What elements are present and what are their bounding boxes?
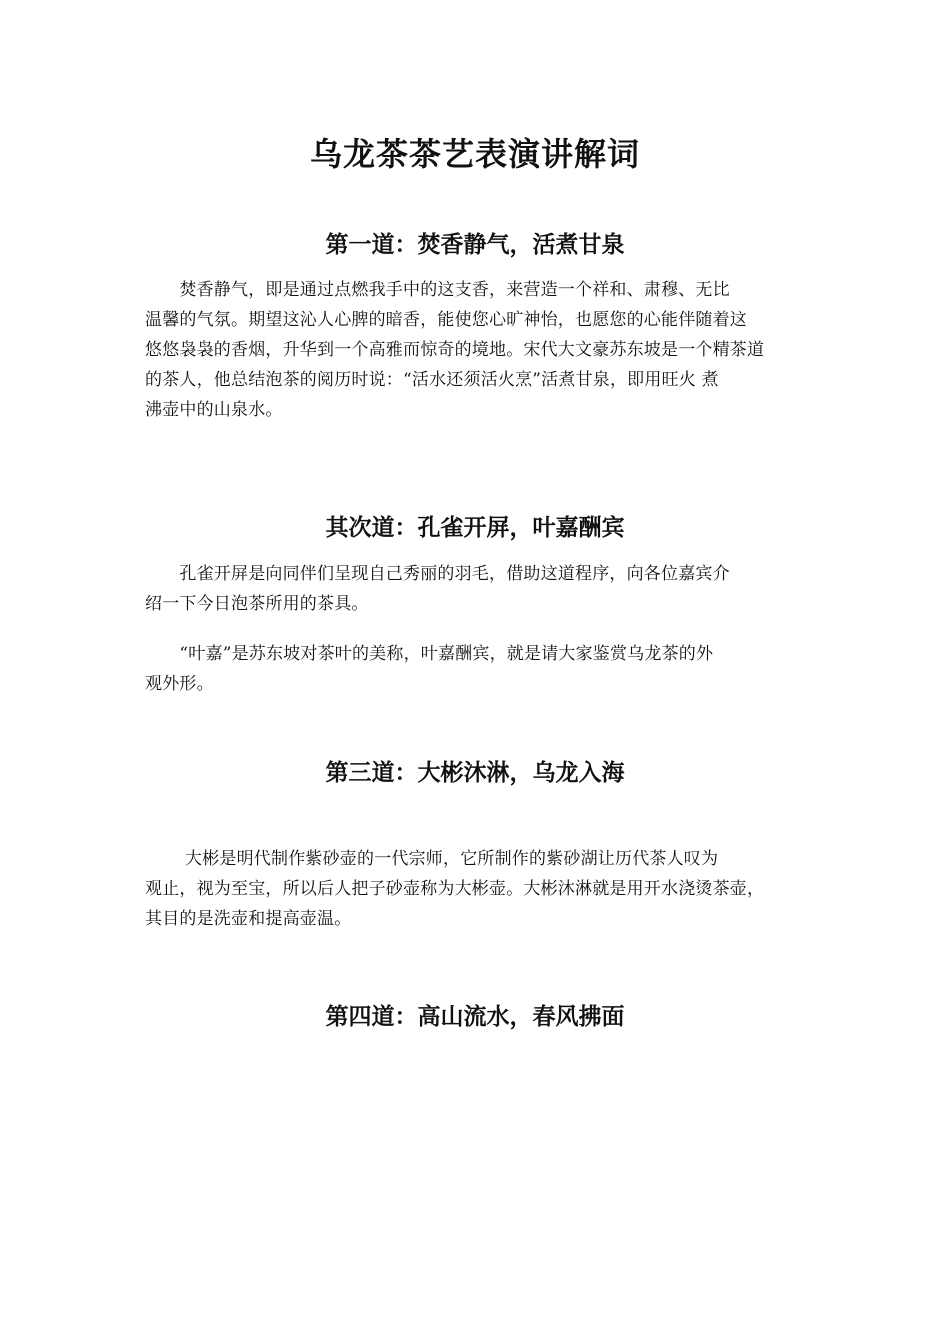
section-2-heading: 其次道：孔雀开屏，叶嘉酬宾 (325, 514, 625, 541)
paragraph-line: 大彬是明代制作紫砂壶的一代宗师，它所制作的紫砂湖让历代茶人叹为 (145, 849, 719, 869)
paragraph-line: 绍一下今日泡茶所用的茶具。 (145, 594, 369, 614)
paragraph-line: 其目的是洗壶和提高壶温。 (145, 909, 352, 929)
section-3-heading: 第三道：大彬沐淋，乌龙入海 (325, 759, 625, 786)
section-1-heading: 第一道：焚香静气，活煮甘泉 (325, 231, 625, 258)
paragraph-line: “叶嘉”是苏东坡对茶叶的美称，叶嘉酬宾，就是请大家鉴赏乌龙茶的外 (145, 644, 714, 664)
section-2-paragraph-1 (145, 559, 815, 619)
paragraph-line: 温馨的气氛。期望这沁人心脾的暗香，能使您心旷神怡，也愿您的心能伴随着这 (145, 310, 747, 330)
paragraph-line: 沸壶中的山泉水。 (145, 400, 283, 420)
section-3-paragraph (145, 844, 815, 934)
section-2-paragraph-2 (145, 639, 815, 699)
paragraph-line: 的茶人，他总结泡茶的阅历时说：“活水还须活火烹”活煮甘泉，即用旺火 煮 (145, 370, 719, 390)
section-1-paragraph (145, 275, 815, 425)
page-title: 乌龙茶茶艺表演讲解词 (309, 135, 640, 173)
paragraph-line: 焚香静气，即是通过点燃我手中的这支香，来营造一个祥和、肃穆、无比 (145, 280, 730, 300)
section-4-heading: 第四道：高山流水，春风拂面 (325, 1003, 625, 1030)
paragraph-line: 悠悠袅袅的香烟，升华到一个高雅而惊奇的境地。宋代大文豪苏东坡是一个精茶道 (145, 340, 765, 360)
paragraph-line: 孔雀开屏是向同伴们呈现自己秀丽的羽毛，借助这道程序，向各位嘉宾介 (145, 564, 730, 584)
paragraph-line: 观外形。 (145, 674, 214, 694)
paragraph-line: 观止，视为至宝，所以后人把子砂壶称为大彬壶。大彬沐淋就是用开水浇烫茶壶， (145, 879, 765, 899)
